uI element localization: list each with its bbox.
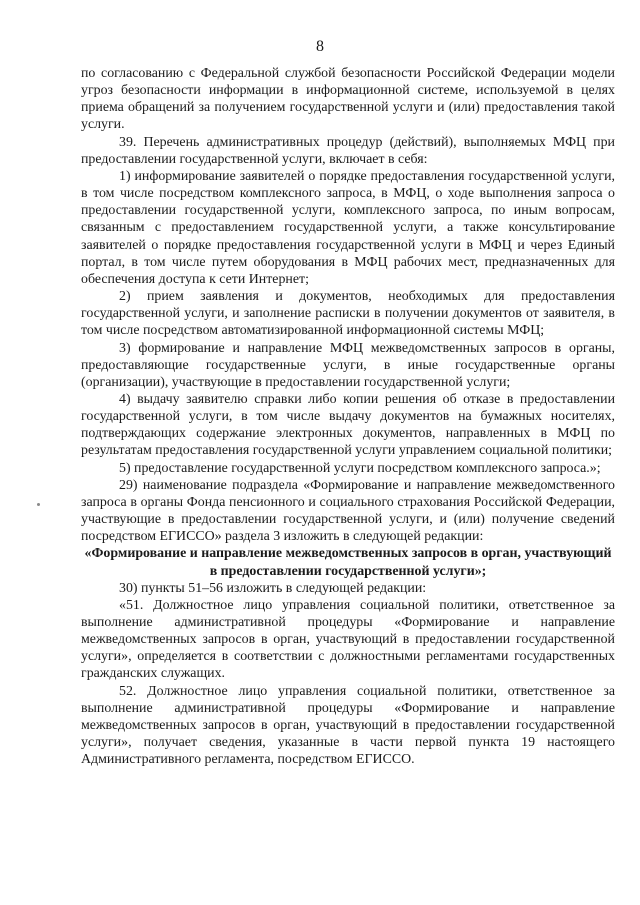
paragraph-item-2: 2) прием заявления и документов, необходимых для предоставления государственной услуги, и заполнение расписки в получении документов от заявителя, в том числе посредством автоматизированной информационной системы МФЦ; bbox=[81, 289, 615, 339]
paragraph-item-3: 3) формирование и направление МФЦ межведомственных запросов в органы, предоставляющие государственные услуги, в иные государственные органы (организации), участвующие в предоставлении государственной услуги; bbox=[81, 340, 615, 390]
paragraph-29-subsection-name: 29) наименование подраздела «Формирование и направление межведомственного запроса в органы Фонда пенсионного и социального страхования Российской Федерации, участвующие в предоставлении государственной услуги, и (или) получение сведений посредством ЕГИССО» раздела 3 изложить в следующей редакции: bbox=[81, 477, 615, 545]
paragraph-52: 52. Должностное лицо управления социальной политики, ответственное за выполнение административной процедуры «Формирование и направление межведомственных запросов в орган, участвующий в предоставлении государственной услуги», получает сведения, указанные в части первой пункта 19 настоящего Административного регламента, посредством ЕГИССО. bbox=[81, 683, 615, 768]
paragraph-51: «51. Должностное лицо управления социальной политики, ответственное за выполнение административной процедуры «Формирование и направление межведомственных запросов в орган, участвующий в предоставлении государственной услуги», определяется в соответствии с должностными регламентами государственных гражданских служащих. bbox=[81, 597, 615, 682]
paragraph-fsb-agreement: по согласованию с Федеральной службой безопасности Российской Федерации модели угроз безопасности информации в информационной системе, используемой в целях приема обращений за получением государственной услуги и (или) предоставления такой услуги. bbox=[81, 66, 615, 133]
paragraph-39-procedures: 39. Перечень административных процедур (действий), выполняемых МФЦ при предоставлении государственной услуги, включает в себя: bbox=[81, 134, 615, 167]
body-text bbox=[81, 65, 615, 768]
paragraph-30-points: 30) пункты 51–56 изложить в следующей редакции: bbox=[119, 580, 427, 596]
scan-speck bbox=[37, 503, 40, 506]
paragraph-item-5: 5) предоставление государственной услуги посредством комплексного запроса.»; bbox=[119, 460, 601, 476]
page-number: 8 bbox=[316, 38, 324, 55]
subsection-heading: «Формирование и направление межведомственных запросов в орган, участвующий в предоставлении государственной услуги»; bbox=[84, 546, 612, 579]
paragraph-item-4: 4) выдачу заявителю справки либо копии решения об отказе в предоставлении государственной услуги, в том числе выдачу документов на бумажных носителях, подтверждающих содержание электронных документов, направленных в МФЦ по результатам предоставления государственной услуги управлением социальной политики; bbox=[81, 391, 615, 459]
paragraph-item-1: 1) информирование заявителей о порядке предоставления государственной услуги, в том числе посредством комплексного запроса, в МФЦ, о ходе выполнения запроса о предоставлении государственной услуги, комплексного запроса, по иным вопросам, связанным с предоставлением государственной услуги, а также консультирование заявителей о порядке предоставления государственной услуги в МФЦ и через Единый портал, в том числе путем оборудования в МФЦ рабочих мест, предназначенных для обеспечения доступа к сети Интернет; bbox=[81, 168, 615, 287]
